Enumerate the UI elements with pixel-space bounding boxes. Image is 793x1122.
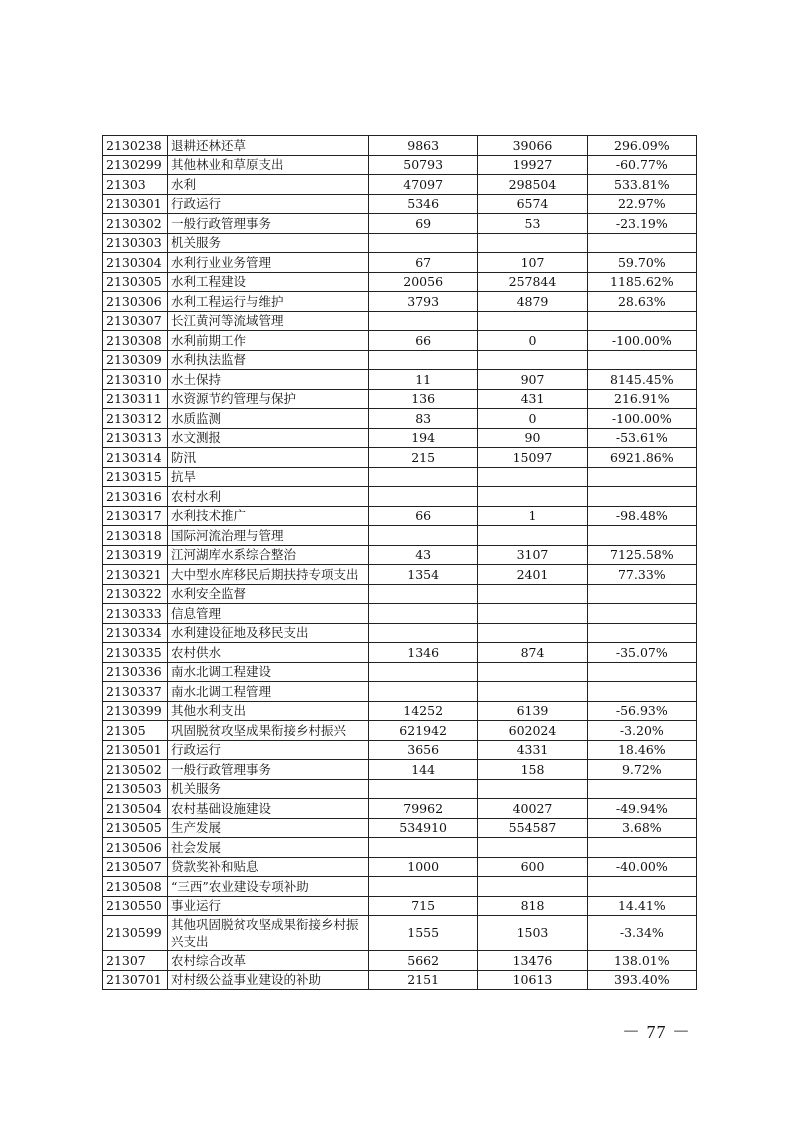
row-name: 一般行政管理事务: [168, 760, 369, 780]
row-code: 2130317: [103, 506, 168, 526]
row-name: 水利执法监督: [168, 350, 369, 370]
table-row: [103, 331, 697, 351]
row-change-percent: 22.97%: [587, 194, 696, 214]
row-value-1: 43: [369, 545, 478, 565]
row-name: 水利安全监督: [168, 584, 369, 604]
table-row: [103, 701, 697, 721]
row-value-1: [369, 526, 478, 546]
row-value-2: 90: [478, 428, 587, 448]
row-name: 其他水利支出: [168, 701, 369, 721]
row-code: 2130550: [103, 896, 168, 916]
table-row: [103, 857, 697, 877]
row-value-2: 2401: [478, 565, 587, 585]
row-code: 2130508: [103, 877, 168, 897]
table-row: [103, 389, 697, 409]
row-change-percent: -53.61%: [587, 428, 696, 448]
row-change-percent: -56.93%: [587, 701, 696, 721]
row-value-2: [478, 526, 587, 546]
row-name: 其他林业和草原支出: [168, 155, 369, 175]
row-code: 2130322: [103, 584, 168, 604]
table-row: [103, 233, 697, 253]
row-change-percent: [587, 838, 696, 858]
row-name: 大中型水库移民后期扶持专项支出: [168, 565, 369, 585]
row-code: 2130501: [103, 740, 168, 760]
row-change-percent: 59.70%: [587, 253, 696, 273]
row-change-percent: [587, 311, 696, 331]
row-value-1: 215: [369, 448, 478, 468]
row-value-2: 818: [478, 896, 587, 916]
row-code: 2130308: [103, 331, 168, 351]
row-value-1: 66: [369, 506, 478, 526]
row-value-1: 136: [369, 389, 478, 409]
row-name: 行政运行: [168, 740, 369, 760]
row-change-percent: -3.20%: [587, 721, 696, 741]
row-name: 水利建设征地及移民支出: [168, 623, 369, 643]
row-name: 防汛: [168, 448, 369, 468]
row-value-1: 621942: [369, 721, 478, 741]
row-value-2: 6574: [478, 194, 587, 214]
row-value-2: [478, 311, 587, 331]
row-name: “三西”农业建设专项补助: [168, 877, 369, 897]
table-row: [103, 721, 697, 741]
row-value-1: [369, 623, 478, 643]
row-name: 其他巩固脱贫攻坚成果衔接乡村振兴支出: [168, 916, 369, 951]
row-name: 农村综合改革: [168, 951, 369, 971]
row-name: 江河湖库水系综合整治: [168, 545, 369, 565]
row-value-1: [369, 467, 478, 487]
row-name: 农村水利: [168, 487, 369, 507]
row-change-percent: -100.00%: [587, 409, 696, 429]
row-change-percent: 216.91%: [587, 389, 696, 409]
row-value-1: 9863: [369, 136, 478, 156]
row-code: 2130303: [103, 233, 168, 253]
row-change-percent: -98.48%: [587, 506, 696, 526]
row-name: 生产发展: [168, 818, 369, 838]
row-value-2: 3107: [478, 545, 587, 565]
table-row: [103, 970, 697, 990]
row-value-2: [478, 838, 587, 858]
row-value-2: [478, 584, 587, 604]
row-name: 事业运行: [168, 896, 369, 916]
row-code: 21303: [103, 175, 168, 195]
row-name: 信息管理: [168, 604, 369, 624]
row-name: 南水北调工程管理: [168, 682, 369, 702]
row-change-percent: [587, 350, 696, 370]
row-name: 对村级公益事业建设的补助: [168, 970, 369, 990]
row-change-percent: [587, 877, 696, 897]
row-value-2: 907: [478, 370, 587, 390]
row-value-2: 1: [478, 506, 587, 526]
row-value-1: 11: [369, 370, 478, 390]
row-value-2: 0: [478, 409, 587, 429]
row-value-1: 534910: [369, 818, 478, 838]
table-row: [103, 584, 697, 604]
row-code: 2130336: [103, 662, 168, 682]
row-value-1: [369, 779, 478, 799]
row-code: 2130310: [103, 370, 168, 390]
row-name: 行政运行: [168, 194, 369, 214]
row-value-1: 50793: [369, 155, 478, 175]
row-change-percent: [587, 467, 696, 487]
row-name: 贷款奖补和贴息: [168, 857, 369, 877]
row-value-2: [478, 350, 587, 370]
row-name: 南水北调工程建设: [168, 662, 369, 682]
row-value-1: [369, 877, 478, 897]
row-value-1: [369, 584, 478, 604]
row-name: 机关服务: [168, 233, 369, 253]
row-value-2: [478, 779, 587, 799]
row-name: 农村供水: [168, 643, 369, 663]
row-value-1: 69: [369, 214, 478, 234]
row-change-percent: [587, 526, 696, 546]
table-row: [103, 545, 697, 565]
row-value-2: 4331: [478, 740, 587, 760]
table-row: [103, 643, 697, 663]
row-code: 2130304: [103, 253, 168, 273]
row-value-2: 4879: [478, 292, 587, 312]
row-value-2: 602024: [478, 721, 587, 741]
row-value-1: 5662: [369, 951, 478, 971]
table-row: [103, 799, 697, 819]
row-name: 水土保持: [168, 370, 369, 390]
row-code: 2130315: [103, 467, 168, 487]
row-value-2: 298504: [478, 175, 587, 195]
table-row: [103, 428, 697, 448]
row-value-1: 67: [369, 253, 478, 273]
row-value-2: [478, 604, 587, 624]
row-change-percent: -3.34%: [587, 916, 696, 951]
table-row: [103, 175, 697, 195]
row-name: 国际河流治理与管理: [168, 526, 369, 546]
row-change-percent: [587, 487, 696, 507]
row-code: 2130319: [103, 545, 168, 565]
row-change-percent: 138.01%: [587, 951, 696, 971]
row-change-percent: 1185.62%: [587, 272, 696, 292]
row-value-1: 66: [369, 331, 478, 351]
budget-table-body: [103, 136, 697, 990]
row-value-1: [369, 311, 478, 331]
table-row: [103, 604, 697, 624]
row-code: 2130302: [103, 214, 168, 234]
row-code: 2130316: [103, 487, 168, 507]
row-change-percent: 8145.45%: [587, 370, 696, 390]
row-name: 水利行业业务管理: [168, 253, 369, 273]
row-value-1: [369, 604, 478, 624]
table-row: [103, 506, 697, 526]
row-name: 农村基础设施建设: [168, 799, 369, 819]
row-value-1: [369, 838, 478, 858]
row-code: 2130238: [103, 136, 168, 156]
row-change-percent: 296.09%: [587, 136, 696, 156]
row-code: 2130399: [103, 701, 168, 721]
row-value-2: 53: [478, 214, 587, 234]
row-value-1: 14252: [369, 701, 478, 721]
row-value-1: [369, 487, 478, 507]
row-code: 2130335: [103, 643, 168, 663]
row-change-percent: [587, 233, 696, 253]
table-row: [103, 565, 697, 585]
row-name: 社会发展: [168, 838, 369, 858]
row-name: 水利技术推广: [168, 506, 369, 526]
table-row: [103, 818, 697, 838]
row-change-percent: [587, 779, 696, 799]
row-value-1: 1555: [369, 916, 478, 951]
row-value-2: [478, 662, 587, 682]
row-change-percent: 393.40%: [587, 970, 696, 990]
row-value-1: [369, 682, 478, 702]
row-change-percent: -49.94%: [587, 799, 696, 819]
row-code: 2130333: [103, 604, 168, 624]
row-value-1: 1000: [369, 857, 478, 877]
row-value-1: [369, 662, 478, 682]
row-code: 2130334: [103, 623, 168, 643]
row-change-percent: 77.33%: [587, 565, 696, 585]
row-code: 2130313: [103, 428, 168, 448]
row-code: 2130701: [103, 970, 168, 990]
row-change-percent: -40.00%: [587, 857, 696, 877]
row-code: 2130306: [103, 292, 168, 312]
row-name: 退耕还林还草: [168, 136, 369, 156]
table-row: [103, 272, 697, 292]
table-row: [103, 682, 697, 702]
row-value-1: [369, 233, 478, 253]
row-value-2: 107: [478, 253, 587, 273]
row-value-2: 874: [478, 643, 587, 663]
row-change-percent: -100.00%: [587, 331, 696, 351]
row-name: 水利: [168, 175, 369, 195]
table-row: [103, 448, 697, 468]
table-row: [103, 467, 697, 487]
row-change-percent: [587, 682, 696, 702]
table-row: [103, 136, 697, 156]
row-code: 2130504: [103, 799, 168, 819]
row-change-percent: -60.77%: [587, 155, 696, 175]
table-row: [103, 916, 697, 951]
row-value-2: [478, 682, 587, 702]
row-code: 2130506: [103, 838, 168, 858]
table-row: [103, 526, 697, 546]
row-change-percent: 7125.58%: [587, 545, 696, 565]
table-row: [103, 779, 697, 799]
row-value-2: 0: [478, 331, 587, 351]
row-code: 2130314: [103, 448, 168, 468]
row-value-2: 158: [478, 760, 587, 780]
row-change-percent: [587, 662, 696, 682]
table-row: [103, 623, 697, 643]
row-change-percent: 18.46%: [587, 740, 696, 760]
table-row: [103, 662, 697, 682]
row-value-2: 257844: [478, 272, 587, 292]
row-change-percent: [587, 604, 696, 624]
row-value-2: 13476: [478, 951, 587, 971]
page-number: － 77 －: [622, 1022, 691, 1042]
row-code: 2130312: [103, 409, 168, 429]
row-name: 机关服务: [168, 779, 369, 799]
row-value-2: [478, 877, 587, 897]
row-change-percent: -35.07%: [587, 643, 696, 663]
table-row: [103, 740, 697, 760]
row-name: 长江黄河等流域管理: [168, 311, 369, 331]
table-row: [103, 214, 697, 234]
row-value-2: [478, 487, 587, 507]
row-change-percent: 533.81%: [587, 175, 696, 195]
row-name: 一般行政管理事务: [168, 214, 369, 234]
row-value-1: 20056: [369, 272, 478, 292]
row-value-1: 79962: [369, 799, 478, 819]
row-value-1: 83: [369, 409, 478, 429]
row-code: 2130305: [103, 272, 168, 292]
row-code: 2130599: [103, 916, 168, 951]
row-value-2: 600: [478, 857, 587, 877]
row-value-2: 10613: [478, 970, 587, 990]
table-row: [103, 194, 697, 214]
table-row: [103, 350, 697, 370]
row-change-percent: 14.41%: [587, 896, 696, 916]
row-name: 抗旱: [168, 467, 369, 487]
table-row: [103, 253, 697, 273]
row-value-2: 40027: [478, 799, 587, 819]
row-value-1: 144: [369, 760, 478, 780]
row-code: 2130507: [103, 857, 168, 877]
table-row: [103, 409, 697, 429]
row-code: 2130307: [103, 311, 168, 331]
row-value-2: [478, 233, 587, 253]
row-name: 水质监测: [168, 409, 369, 429]
row-change-percent: 9.72%: [587, 760, 696, 780]
row-name: 水资源节约管理与保护: [168, 389, 369, 409]
row-value-2: 19927: [478, 155, 587, 175]
row-value-1: 2151: [369, 970, 478, 990]
row-value-2: 1503: [478, 916, 587, 951]
row-value-2: [478, 623, 587, 643]
row-value-1: [369, 350, 478, 370]
table-row: [103, 760, 697, 780]
row-code: 21307: [103, 951, 168, 971]
row-name: 水利工程运行与维护: [168, 292, 369, 312]
row-code: 2130311: [103, 389, 168, 409]
table-row: [103, 838, 697, 858]
table-row: [103, 877, 697, 897]
row-code: 21305: [103, 721, 168, 741]
table-row: [103, 292, 697, 312]
row-value-2: 6139: [478, 701, 587, 721]
row-code: 2130505: [103, 818, 168, 838]
row-value-1: 3656: [369, 740, 478, 760]
row-code: 2130502: [103, 760, 168, 780]
row-value-2: 554587: [478, 818, 587, 838]
row-value-1: 1346: [369, 643, 478, 663]
row-value-1: 5346: [369, 194, 478, 214]
table-row: [103, 896, 697, 916]
table-row: [103, 487, 697, 507]
row-code: 2130309: [103, 350, 168, 370]
table-row: [103, 155, 697, 175]
row-name: 水利工程建设: [168, 272, 369, 292]
table-row: [103, 311, 697, 331]
budget-table: [102, 135, 697, 990]
row-change-percent: 28.63%: [587, 292, 696, 312]
row-change-percent: -23.19%: [587, 214, 696, 234]
row-value-2: 431: [478, 389, 587, 409]
row-change-percent: 6921.86%: [587, 448, 696, 468]
row-change-percent: [587, 584, 696, 604]
row-change-percent: [587, 623, 696, 643]
row-code: 2130301: [103, 194, 168, 214]
row-value-2: 39066: [478, 136, 587, 156]
row-name: 巩固脱贫攻坚成果衔接乡村振兴: [168, 721, 369, 741]
table-row: [103, 951, 697, 971]
row-change-percent: 3.68%: [587, 818, 696, 838]
row-value-1: 1354: [369, 565, 478, 585]
row-value-2: 15097: [478, 448, 587, 468]
row-name: 水文测报: [168, 428, 369, 448]
table-row: [103, 370, 697, 390]
row-value-2: [478, 467, 587, 487]
row-value-1: 194: [369, 428, 478, 448]
row-code: 2130337: [103, 682, 168, 702]
row-code: 2130318: [103, 526, 168, 546]
row-value-1: 3793: [369, 292, 478, 312]
row-value-1: 47097: [369, 175, 478, 195]
row-code: 2130299: [103, 155, 168, 175]
row-code: 2130503: [103, 779, 168, 799]
row-code: 2130321: [103, 565, 168, 585]
row-value-1: 715: [369, 896, 478, 916]
row-name: 水利前期工作: [168, 331, 369, 351]
